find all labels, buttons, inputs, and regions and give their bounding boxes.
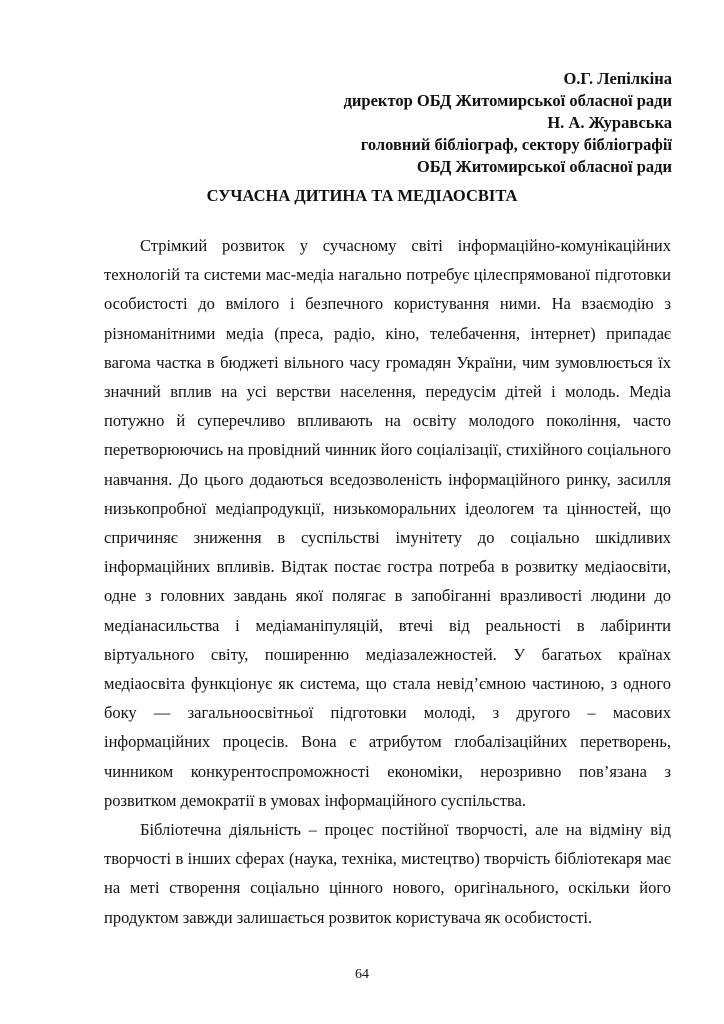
author-position: директор ОБД Житомирської обласної ради xyxy=(343,91,672,110)
author-name: О.Г. Лепілкіна xyxy=(563,69,672,88)
page-number: 64 xyxy=(355,967,369,982)
author-block xyxy=(112,68,672,178)
paragraph: Стрімкий розвиток у сучасному світі інформаційно-комунікаційних технологій та системи мас-медіа нагально потребує цілеспрямованої підготовки особистості до вмілого і безпечного користування ними. На взаємодію з різноманітними медіа (преса, радіо, кіно, телебачення, інтернет) припадає вагома частка в бюджеті вільного часу громадян України, чим зумовлюється їх значний вплив на усі верстви населення, передусім дітей і молодь. Медіа потужно й суперечливо впливають на освіту молодого покоління, часто перетворюючись на провідний чинник його соціалізації, стихійного соціального навчання. До цього додаються вседозволеність інформаційного ринку, засилля низькопробної медіапродукції, низькоморальних ідеологем та цінностей, що спричиняє зниження в суспільстві імунітету до соціально шкідливих інформаційних впливів. Відтак постає гостра потреба в розвитку медіаосвіти, одне з головних завдань якої полягає в запобіганні вразливості людини до медіанасильства і медіаманіпуляцій, втечі від реальності в лабіринти віртуального світу, поширенню медіазалежностей. У багатьох країнах медіаосвіта функціонує як система, що стала невід’ємною частиною, з одного боку — загальноосвітньої підготовки молоді, з другого – масових інформаційних процесів. Вона є атрибутом глобалізаційних перетворень, чинником конкурентоспроможності економіки, нерозривно пов’язана з розвитком демократії в умовах інформаційного суспільства. xyxy=(104,236,671,810)
author-name: Н. А. Журавська xyxy=(547,113,672,132)
author-organization: ОБД Житомирської обласної ради xyxy=(416,157,672,176)
author-position: головний бібліограф, сектору бібліографії xyxy=(360,135,672,154)
article-title: СУЧАСНА ДИТИНА ТА МЕДІАОСВІТА xyxy=(206,186,518,205)
article-body xyxy=(104,231,671,932)
paragraph: Бібліотечна діяльність – процес постійної творчості, але на відміну від творчості в інших сферах (наука, техніка, мистецтво) творчість бібліотекаря має на меті створення соціально цінного нового, оригінального, оскільки його продуктом завжди залишається розвиток користувача як особистості. xyxy=(104,820,671,927)
